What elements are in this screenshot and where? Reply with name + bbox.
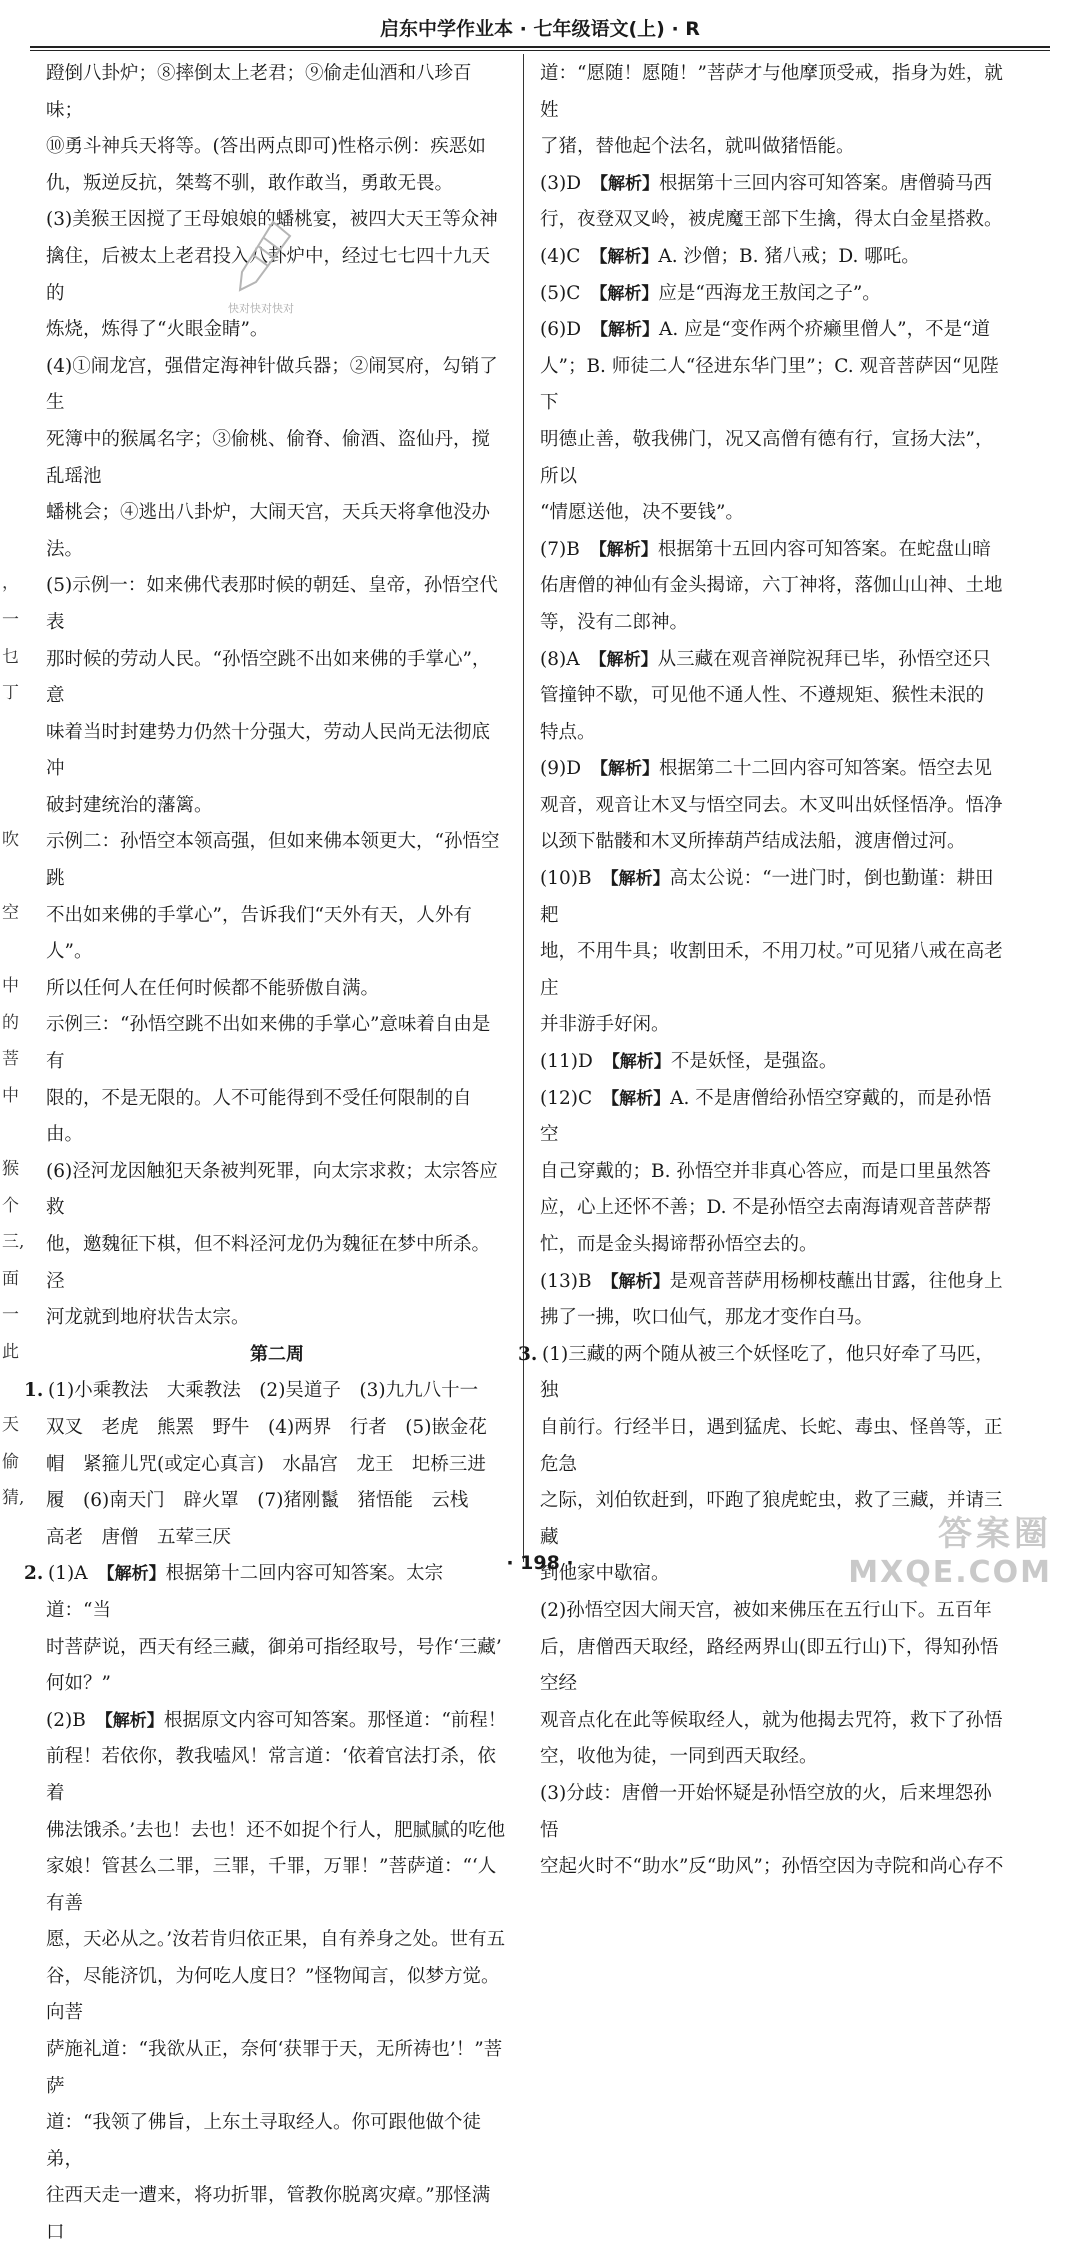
line-text-part: (3)D <box>540 172 600 194</box>
text-line <box>46 898 508 971</box>
line-text-part: 根据第十三回内容可知答案。唐僧骑马西 <box>659 172 993 194</box>
line-text: (5)示例一：如来佛代表那时候的朝廷、皇帝，孙悟空代表 <box>46 575 498 633</box>
line-text: 往西天走一遭来，将功折罪，管教你脱离灾瘴。”那怪满口 <box>46 2185 491 2244</box>
margin-fragment: 此 <box>2 1342 19 1362</box>
line-text: 并非游手好闲。 <box>540 1014 670 1036</box>
line-text: 到他家中歇宿。 <box>540 1563 670 1585</box>
quick-answer-stamp <box>228 216 298 315</box>
margin-fragment: 菩 <box>2 1049 19 1070</box>
text-line <box>540 788 1008 825</box>
margin-fragment: 三, <box>2 1232 25 1253</box>
line-text-part: 根据第二十二回内容可知答案。悟空去见 <box>659 758 993 780</box>
text-line <box>540 678 1008 715</box>
analysis-tag: 【解析】 <box>106 1564 166 1585</box>
line-text: 愿，天必从之。’汝若肯归依正果，自有养身之处。世有五 <box>46 1929 506 1951</box>
text-line <box>540 276 1008 313</box>
text-line <box>46 166 508 203</box>
analysis-tag: 【解析】 <box>610 1088 671 1109</box>
text-line <box>46 568 508 641</box>
line-text: 破封建统治的藩篱。 <box>46 794 213 816</box>
text-line <box>46 2105 508 2178</box>
line-text: “情愿送他，决不要钱”。 <box>540 502 744 524</box>
line-text: 了猪，替他起个法名，就叫做猪悟能。 <box>540 136 855 158</box>
line-text: 双叉 老虎 熊罴 野牛 (4)两界 行者 (5)嵌金花 <box>46 1416 487 1438</box>
line-text: 擒住，后被太上老君投入八卦炉中，经过七七四十九天的 <box>46 245 491 304</box>
line-text: 高老 唐僧 五荤三厌 <box>46 1526 232 1548</box>
line-text: 仇，叛逆反抗，桀骜不驯，敢作敢当，勇敢无畏。 <box>46 172 454 194</box>
text-line <box>46 349 508 422</box>
line-text: 以颈下骷髅和木叉所捧葫芦结成法船，渡唐僧过河。 <box>540 831 966 853</box>
text-line <box>46 1959 508 2032</box>
line-text: 蹬倒八卦炉；⑧摔倒太上老君；⑨偷走仙酒和八珍百味； <box>46 63 472 121</box>
line-text: 人”；B. 师徒二人“径进东华门里”；C. 观音菩萨因“见陛下 <box>540 355 999 414</box>
text-line <box>540 1703 1008 1740</box>
stamp-text: 快对快对快对 <box>228 302 294 315</box>
line-text-part: (1)A <box>48 1563 107 1585</box>
analysis-tag: 【解析】 <box>599 173 660 194</box>
text-line <box>540 715 1008 752</box>
text-line <box>540 56 1008 129</box>
line-text-part: (4)C <box>540 245 599 267</box>
text-line <box>46 1703 508 1740</box>
line-text-part: (2)B <box>46 1709 105 1731</box>
header-rule-thin <box>30 50 1050 51</box>
line-text: 不出如来佛的手掌心”，告诉我们“天外有天，人外有人”。 <box>46 904 472 963</box>
line-text: 前程！若依你，教我嗑风！常言道：‘依着官法打杀，依着 <box>46 1746 496 1804</box>
text-line <box>540 605 1008 642</box>
text-line <box>46 2032 508 2105</box>
question-number: 3. <box>518 1343 538 1365</box>
text-line <box>540 934 1008 1007</box>
watermark-logo-text: 答案圈 <box>938 1514 1052 1554</box>
line-text-part: 根据原文内容可知答案。那怪道：“前程！ <box>163 1709 507 1731</box>
line-text: (2)孙悟空因大闹天宫，被如来佛压在五行山下。五百年 <box>540 1599 992 1621</box>
line-text: 之际，刘伯钦赶到，吓跑了狼虎蛇虫，救了三藏，并请三藏 <box>540 1490 1003 1548</box>
watermark <box>848 1506 1052 1590</box>
line-text: 自己穿戴的；B. 孙悟空并非真心答应，而是口里虽然答 <box>540 1160 991 1182</box>
line-text: 拂了一拂，吹口仙气，那龙才变作白马。 <box>540 1307 874 1329</box>
text-line <box>540 861 1008 934</box>
pen-icon <box>228 216 298 296</box>
watermark-url: MXQE.COM <box>848 1555 1052 1590</box>
line-text-part: (5)C <box>540 282 599 304</box>
text-line <box>540 1849 1008 1886</box>
text-line <box>540 1630 1008 1703</box>
text-line <box>46 1410 508 1447</box>
margin-fragment: 吹 <box>2 829 19 850</box>
text-line <box>46 129 508 166</box>
text-line <box>540 532 1008 569</box>
section-heading: 第二周 <box>250 1343 304 1365</box>
margin-fragment: 丁 <box>2 683 19 704</box>
text-line <box>540 1044 1008 1081</box>
line-text: (1)小乘教法 大乘教法 (2)吴道子 (3)九九八十一 <box>48 1380 479 1402</box>
text-line <box>46 1813 508 1850</box>
text-line <box>46 422 508 495</box>
line-text: 何如？” <box>46 1673 111 1695</box>
text-line <box>540 129 1008 166</box>
line-text: 空，收他为徒，一同到西天取经。 <box>540 1746 818 1768</box>
line-text: 履 (6)南天门 辟火罩 (7)猪刚鬣 猪悟能 云栈 <box>46 1490 469 1512</box>
text-line <box>46 1227 508 1300</box>
text-line <box>540 166 1008 203</box>
text-line <box>46 642 508 715</box>
text-line <box>46 1007 508 1080</box>
line-text-part: (7)B <box>540 538 599 560</box>
margin-fragment: 偷 <box>2 1451 19 1472</box>
margin-fragment: 猴 <box>2 1159 19 1179</box>
line-text: 管撞钟不歇，可见他不通人性、不遵规矩、猴性未泯的 <box>540 685 985 707</box>
text-line <box>46 788 508 825</box>
line-text-part: 应是“西海龙王敖闰之子”。 <box>658 282 881 304</box>
margin-fragment: 个 <box>2 1195 19 1216</box>
analysis-tag: 【解析】 <box>599 759 660 780</box>
line-text: 帽 紧箍儿咒(或定心真言) 水晶宫 龙王 圯桥三进 <box>46 1453 486 1475</box>
margin-fragment: 乜 <box>2 646 19 667</box>
analysis-tag: 【解析】 <box>598 649 658 670</box>
line-text: 明德止善，敬我佛门，况又高僧有德有行，宣扬大法”，所以 <box>540 428 994 487</box>
margin-fragment: 中 <box>2 1085 19 1106</box>
margin-fragment: ， <box>2 573 19 594</box>
right-column <box>518 56 1008 1886</box>
analysis-tag: 【解析】 <box>598 283 659 304</box>
line-text-part: A. 应是“变作两个疥癞里僧人”，不是“道 <box>659 319 991 341</box>
line-text-part: (13)B <box>540 1270 611 1292</box>
line-text: 自前行。行经半日，遇到猛虎、长蛇、毒虫、怪兽等，正危急 <box>540 1416 1003 1475</box>
text-line <box>540 568 1008 605</box>
text-line <box>46 312 508 349</box>
text-line <box>540 1776 1008 1849</box>
line-text: (4)①闹龙宫，强借定海神针做兵器；②闹冥府，勾销了生 <box>46 355 498 414</box>
text-line <box>540 1593 1008 1630</box>
line-text: 观音，观音让木叉与悟空同去。木叉叫出妖怪悟净。悟净 <box>540 794 1003 816</box>
line-text-part: (9)D <box>540 758 600 780</box>
margin-fragment: 的 <box>2 1012 19 1033</box>
text-line <box>46 824 508 897</box>
page-number: · 198 · <box>506 1552 574 1574</box>
text-line <box>46 1447 508 1484</box>
line-text: 限的，不是无限的。人不可能得到不受任何限制的自由。 <box>46 1087 472 1146</box>
line-text: 那时候的劳动人民。“孙悟空跳不出如来佛的手掌心”，意 <box>46 648 491 707</box>
text-line <box>540 1739 1008 1776</box>
text-line <box>46 2178 508 2251</box>
line-text: 空起火时不“助水”反“助风”；孙悟空因为寺院和尚心存不 <box>540 1856 1004 1878</box>
text-line <box>46 1630 508 1667</box>
analysis-tag: 【解析】 <box>598 539 658 560</box>
text-line <box>540 239 1008 276</box>
page-header: 启东中学作业本 · 七年级语文(上) · R <box>380 18 700 40</box>
line-text: (3)分歧：唐僧一开始怀疑是孙悟空放的火，后来埋怨孙悟 <box>540 1782 992 1841</box>
line-text: 家娘！管甚么二罪，三罪，千罪，万罪！”菩萨道：“‘人有善 <box>46 1856 497 1914</box>
line-text-part: (8)A <box>540 648 599 670</box>
text-line <box>46 56 508 129</box>
text-line <box>46 1081 508 1154</box>
line-text: 后，唐僧西天取经，路经两界山(即五行山)下，得知孙悟空经 <box>540 1636 999 1695</box>
line-text-part: 不是妖怪，是强盗。 <box>670 1051 838 1073</box>
line-text: 示例三：“孙悟空跳不出如来佛的手掌心”意味着自由是有 <box>46 1014 491 1073</box>
text-line <box>46 1300 508 1337</box>
text-line <box>540 642 1008 679</box>
text-line <box>46 1922 508 1959</box>
text-line <box>540 312 1008 349</box>
line-text: 时菩萨说，西天有经三藏，御弟可指经取号，号作‘三藏’ <box>46 1636 502 1658</box>
margin-fragment: 空 <box>2 902 19 923</box>
text-line <box>540 1300 1008 1337</box>
line-text: 忙，而是金头揭谛帮孙悟空去的。 <box>540 1234 818 1255</box>
line-text-part: 从三藏在观音禅院祝拜已毕，孙悟空还只 <box>657 648 991 670</box>
text-line <box>540 1081 1008 1154</box>
text-line <box>540 1410 1008 1483</box>
text-line <box>540 1227 1008 1264</box>
text-line <box>46 1849 508 1922</box>
text-line <box>46 971 508 1008</box>
line-text: 佑唐僧的神仙有金头揭谛，六丁神将，落伽山山神、土地 <box>540 575 1003 597</box>
line-text: 谷，尽能济饥，为何吃人度日？”怪物闻言，似梦方觉。向菩 <box>46 1965 500 2024</box>
line-text-part: (10)B <box>540 868 611 890</box>
question-number: 2. <box>24 1563 44 1585</box>
line-text: 特点。 <box>540 721 596 743</box>
line-text: 佛法饿杀。’去也！去也！还不如捉个行人，肥腻腻的吃他 <box>46 1819 506 1841</box>
text-line <box>46 1666 508 1703</box>
text-line <box>540 349 1008 422</box>
analysis-tag: 【解析】 <box>599 320 660 341</box>
line-text: 死簿中的猴属名字；③偷桃、偷脊、偷酒、盗仙丹，搅乱瑶池 <box>46 428 491 487</box>
line-text: 等，没有二郎神。 <box>540 611 689 633</box>
text-line <box>46 1483 508 1520</box>
line-text: 炼烧，炼得了“火眼金睛”。 <box>46 319 269 341</box>
analysis-tag: 【解析】 <box>598 246 659 267</box>
text-line <box>540 1007 1008 1044</box>
line-text-part: (12)C <box>540 1087 611 1109</box>
line-text-part: A. 不是唐僧给孙悟空穿戴的，而是孙悟空 <box>540 1087 992 1146</box>
line-text: 萨施礼道：“我欲从正，奈何‘获罪于天，无所祷也’！”菩萨 <box>46 2039 503 2097</box>
line-text: 应，心上还怀不善；D. 不是孙悟空去南海请观音菩萨帮 <box>540 1197 992 1219</box>
margin-fragment: 面 <box>2 1268 19 1289</box>
text-line <box>540 202 1008 239</box>
question-number: 1. <box>24 1380 44 1402</box>
line-text-part: 根据第十二回内容可知答案。太宗道：“当 <box>46 1563 444 1621</box>
text-line <box>24 1373 508 1410</box>
text-line <box>540 422 1008 495</box>
line-text: 河龙就到地府状告太宗。 <box>46 1307 250 1329</box>
text-line <box>540 1154 1008 1191</box>
line-text: 观音点化在此等候取经人，就为他揭去咒符，救下了孙悟 <box>540 1709 1003 1731</box>
line-text: (1)三藏的两个随从被三个妖怪吃了，他只好牵了马匹，独 <box>540 1343 994 1402</box>
line-text: 道：“我领了佛旨，上东土寻取经人。你可跟他做个徒弟， <box>46 2112 481 2170</box>
analysis-tag: 【解析】 <box>610 869 670 890</box>
margin-fragment: 一 <box>2 610 19 630</box>
text-line <box>540 1264 1008 1301</box>
margin-fragment: 猜, <box>2 1488 25 1509</box>
text-line <box>46 495 508 568</box>
line-text: 他，邀魏征下棋，但不料泾河龙仍为魏征在梦中所杀。泾 <box>46 1234 491 1292</box>
header-rule <box>30 46 1050 48</box>
line-text: (3)美猴王因搅了王母娘娘的蟠桃宴，被四大天王等众神 <box>46 209 498 231</box>
margin-fragment: 一 <box>2 1305 19 1326</box>
line-text: 示例二：孙悟空本领高强，但如来佛本领更大，“孙悟空跳 <box>46 831 500 890</box>
margin-fragment: 中 <box>2 976 19 996</box>
line-text-part: A. 沙僧；B. 猪八戒；D. 哪吒。 <box>658 245 920 267</box>
text-line <box>540 1190 1008 1227</box>
text-line <box>46 1154 508 1227</box>
line-text: (6)泾河龙因触犯天条被判死罪，向太宗求救；太宗答应救 <box>46 1160 498 1219</box>
analysis-tag: 【解析】 <box>611 1052 671 1073</box>
line-text-part: 高太公说：“一进门时，倒也勤谨：耕田耙 <box>540 868 994 926</box>
left-column <box>24 56 508 2252</box>
line-text: 味着当时封建势力仍然十分强大，劳动人民尚无法彻底冲 <box>46 721 491 780</box>
line-text: 所以任何人在任何时候都不能骄傲自满。 <box>46 977 380 999</box>
text-line <box>540 495 1008 532</box>
text-line <box>46 1739 508 1812</box>
line-text: 行，夜登双叉岭，被虎魔王部下生擒，得太白金星搭救。 <box>540 209 1003 231</box>
text-line <box>540 751 1008 788</box>
text-line <box>46 715 508 788</box>
line-text-part: 是观音菩萨用杨柳枝蘸出甘露，往他身上 <box>669 1270 1003 1292</box>
text-line <box>518 1337 1008 1410</box>
line-text: 地，不用牛具；收割田禾，不用刀杖。”可见猪八戒在高老庄 <box>540 941 1003 999</box>
line-text: ⑩勇斗神兵天将等。(答出两点即可)性格示例：疾恶如 <box>46 136 486 158</box>
line-text-part: 根据第十五回内容可知答案。在蛇盘山暗 <box>657 538 991 560</box>
analysis-tag: 【解析】 <box>610 1271 670 1292</box>
line-text-part: (11)D <box>540 1051 612 1073</box>
line-text: 道：“愿随！愿随！”菩萨才与他摩顶受戒，指身为姓，就姓 <box>540 63 1003 121</box>
analysis-tag: 【解析】 <box>104 1710 164 1731</box>
text-line <box>46 1520 508 1557</box>
text-line <box>540 824 1008 861</box>
margin-fragment: 天 <box>2 1415 19 1436</box>
line-text: 蟠桃会；④逃出八卦炉，大闹天宫，天兵天将拿他没办法。 <box>46 502 491 560</box>
line-text-part: (6)D <box>540 319 600 341</box>
